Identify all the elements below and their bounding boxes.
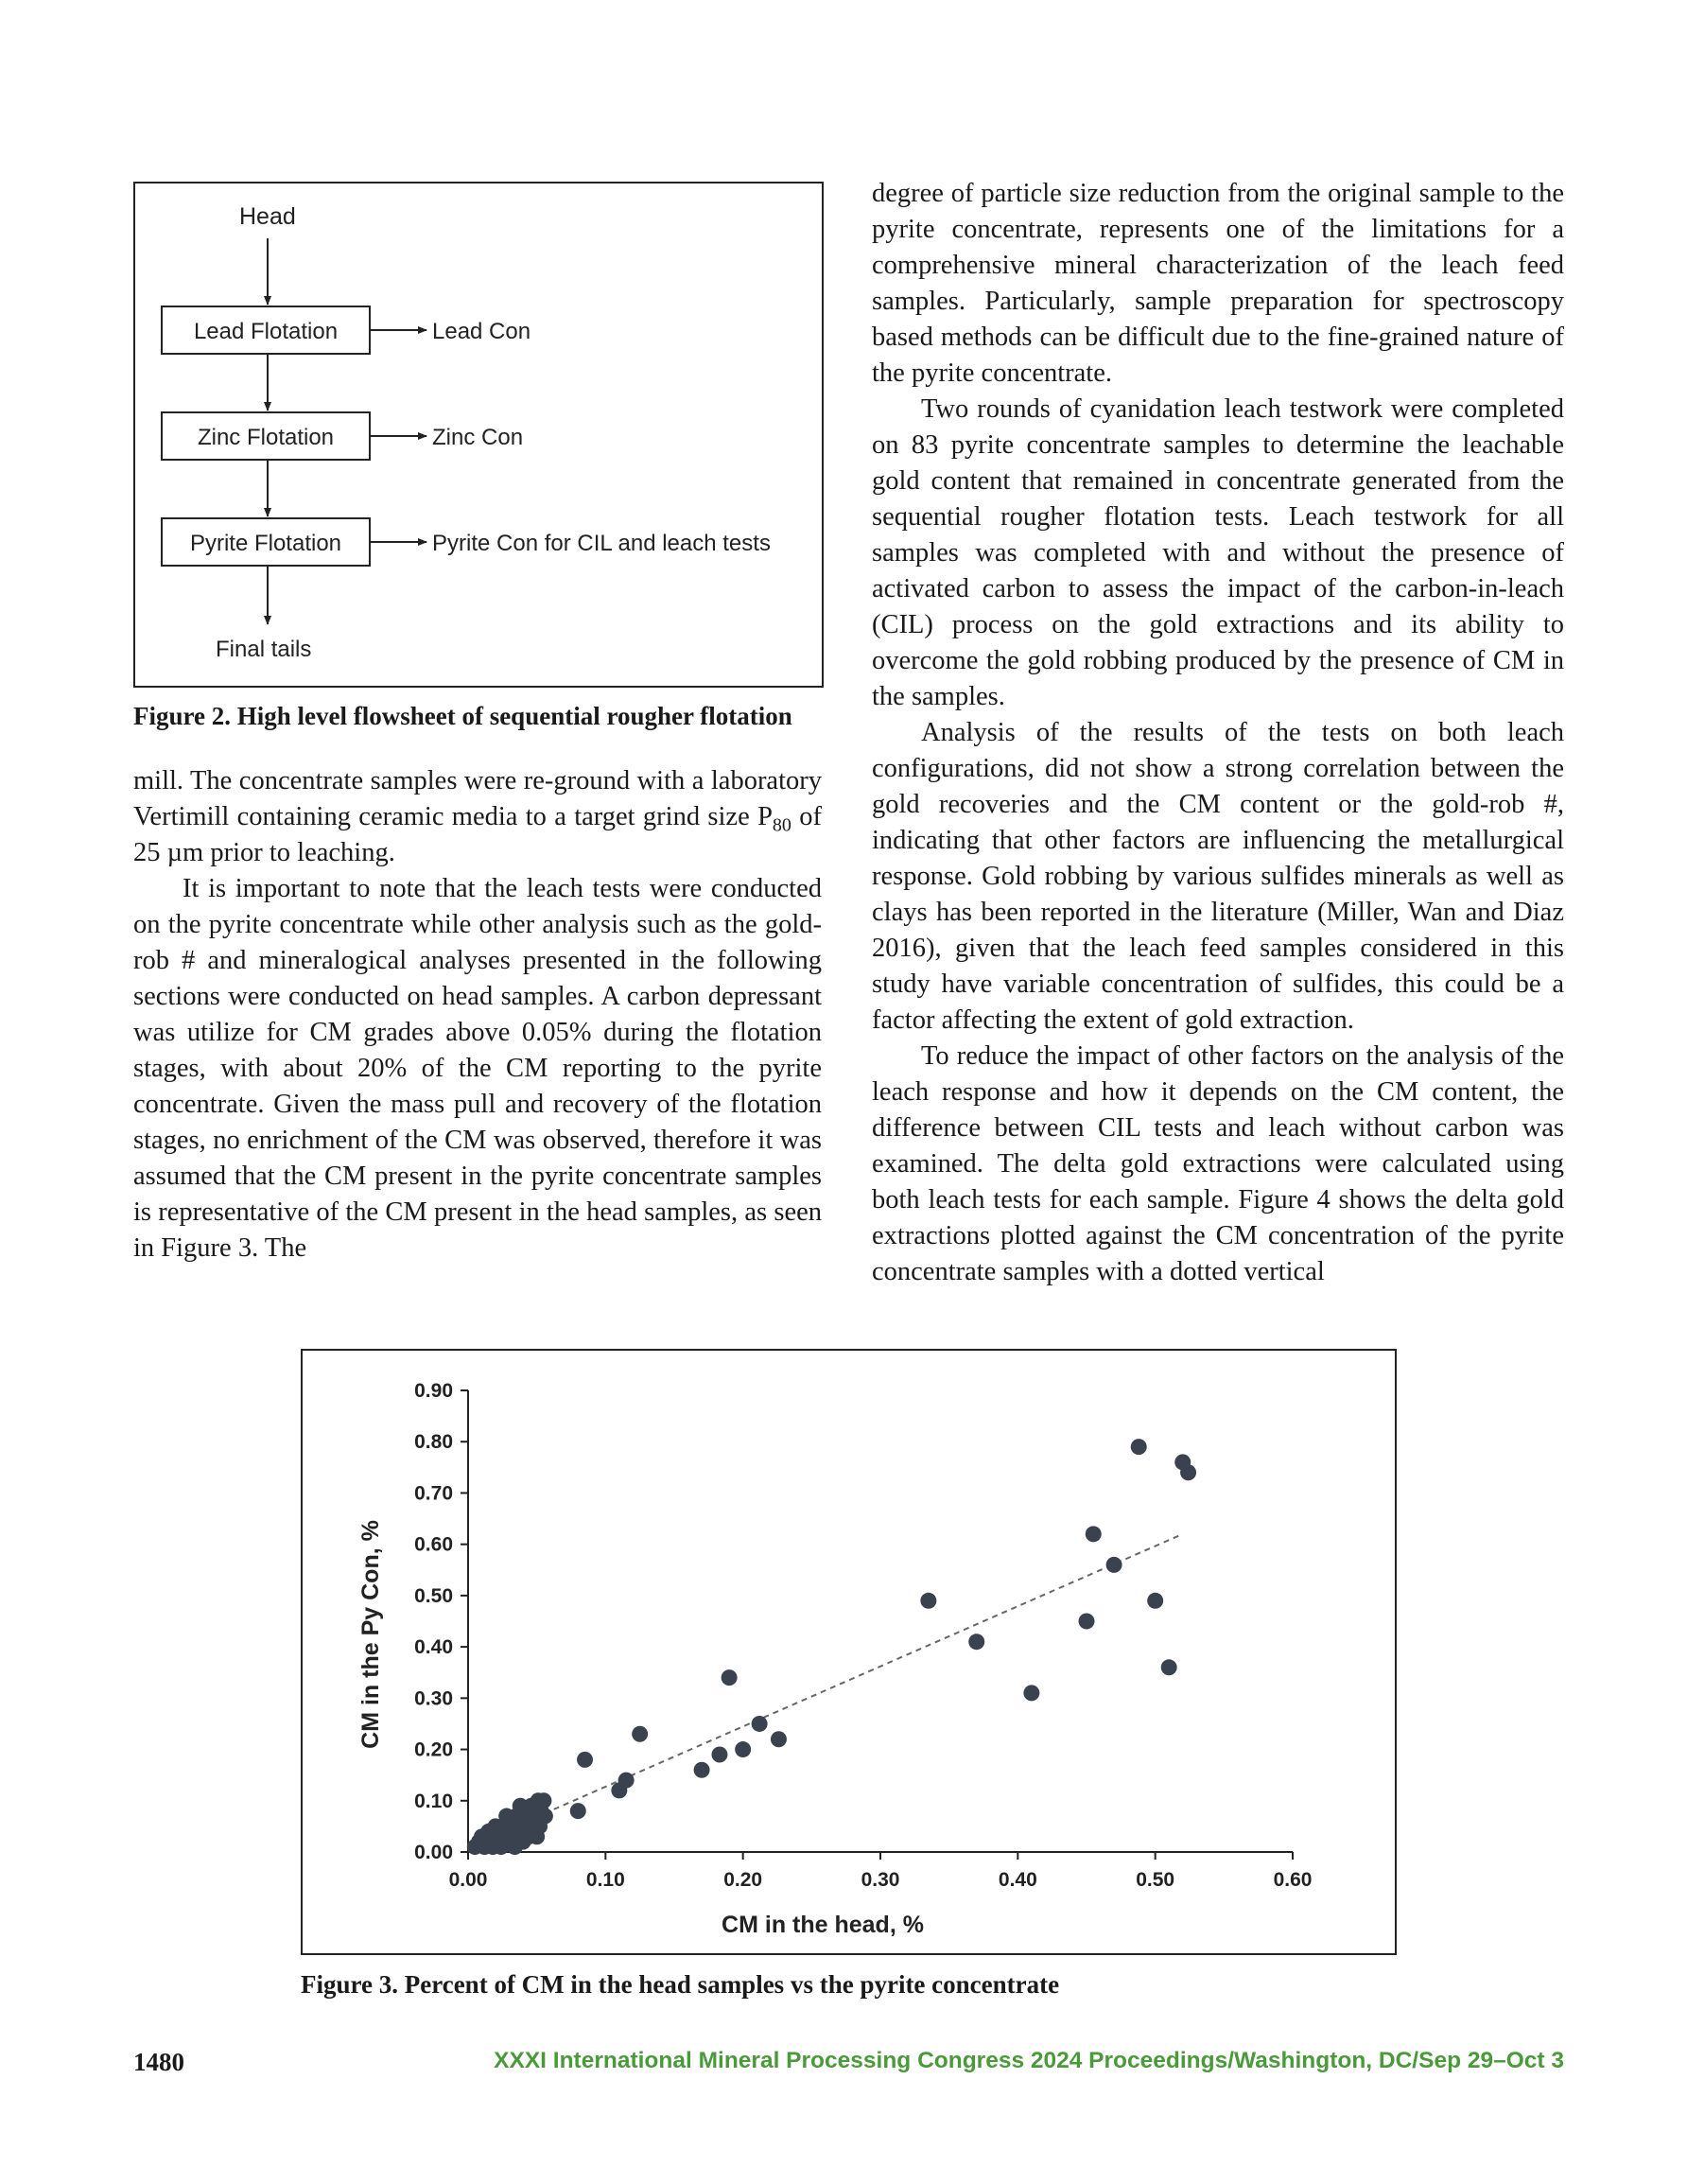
y-tick-label: 0.70 bbox=[414, 1482, 453, 1505]
y-tick-label: 0.10 bbox=[414, 1790, 453, 1812]
flowsheet-diagram bbox=[135, 183, 822, 686]
data-point bbox=[570, 1803, 586, 1819]
zinc-con-label: Zinc Con bbox=[432, 425, 524, 450]
left-paragraph-2: It is important to note that the leach tests were conducted on the pyrite concentrate while other analysis such as the gold-rob # and mineralogical analyses presented in the following sections were conducted on head samples. A carbon depressant was utilize for CM grades above 0.05% during the flotation stages, with about 20% of the CM reporting to the pyrite concentrate. Given the mass pull and recovery of the flotation stages, no enrichment of the CM was observed, therefore it was assumed that the CM present in the pyrite concentrate samples is representative of the CM present in the head samples, as seen in Figure 3. The bbox=[133, 874, 822, 1263]
figure-3-chart bbox=[301, 1349, 1397, 1955]
data-point bbox=[513, 1798, 529, 1814]
running-footer: XXXI International Mineral Processing Congress 2024 Proceedings/Washington, DC/Sep 29–Oct 3 bbox=[494, 2048, 1564, 2073]
data-point bbox=[735, 1741, 751, 1757]
figure-2-caption: Figure 2. High level flowsheet of sequential rougher flotation bbox=[133, 702, 792, 730]
y-tick-label: 0.20 bbox=[414, 1738, 453, 1761]
right-column-text bbox=[872, 176, 1564, 1290]
y-tick-label: 0.50 bbox=[414, 1584, 453, 1607]
data-point bbox=[1023, 1685, 1039, 1701]
figure-3-caption: Figure 3. Percent of CM in the head samples vs the pyrite concentrate bbox=[301, 1970, 1060, 1999]
x-tick-label: 0.20 bbox=[723, 1869, 763, 1891]
y-tick-label: 0.30 bbox=[414, 1687, 453, 1710]
right-paragraph-2: Two rounds of cyanidation leach testwork were completed on 83 pyrite concentrate samples to determine the leachable gold content that remained in concentrate generated from the sequential rougher flotation tests. Leach testwork for all samples was completed with and without the presence of activated carbon to assess the impact of the carbon-in-leach (CIL) process on the gold extractions and its ability to overcome the gold robbing produced by the presence of CM in the samples. bbox=[872, 394, 1564, 711]
data-point bbox=[968, 1634, 984, 1650]
data-point bbox=[632, 1726, 648, 1742]
y-tick-label: 0.80 bbox=[414, 1431, 453, 1454]
data-point bbox=[498, 1808, 514, 1825]
scatter-plot bbox=[303, 1351, 1395, 1953]
data-point bbox=[577, 1752, 593, 1768]
data-point bbox=[1086, 1526, 1102, 1542]
left-paragraph-1: mill. The concentrate samples were re-ground with a laboratory Vertimill containing ceramic media to a target grind size $P_{80}$ of 25 µm prior to leaching. bbox=[133, 766, 822, 867]
right-paragraph-1: degree of particle size reduction from the original sample to the pyrite concentrate, represents one of the limitations for a comprehensive mineral characterization of the leach feed samples. Particularly, sample preparation for spectroscopy based methods can be difficult due to the fine-grained nature of the pyrite concentrate. bbox=[872, 179, 1564, 388]
y-tick-label: 0.00 bbox=[414, 1842, 453, 1863]
flowsheet-head-label: Head bbox=[239, 203, 296, 230]
lead-flotation-label: Lead Flotation bbox=[193, 319, 339, 344]
data-point bbox=[711, 1746, 727, 1762]
x-tick-label: 0.10 bbox=[585, 1869, 625, 1891]
x-tick-label: 0.60 bbox=[1273, 1869, 1313, 1891]
data-point bbox=[722, 1669, 738, 1686]
data-point bbox=[771, 1731, 787, 1747]
x-tick-label: 0.00 bbox=[448, 1869, 488, 1891]
y-tick-label: 0.40 bbox=[414, 1636, 453, 1659]
left-column-text bbox=[133, 763, 822, 1267]
data-point bbox=[920, 1593, 936, 1609]
data-point bbox=[752, 1716, 768, 1732]
right-paragraph-4: To reduce the impact of other factors on the analysis of the leach response and how it depends on the CM content, the difference between CIL tests and leach without carbon was examined. The delta gold extractions were calculated using both leach tests for each sample. Figure 4 shows the delta gold extractions plotted against the CM concentration of the pyrite concentrate samples with a dotted vertical bbox=[872, 1041, 1564, 1286]
pyrite-flotation-label: Pyrite Flotation bbox=[189, 531, 342, 556]
data-point bbox=[537, 1808, 553, 1825]
x-tick-label: 0.40 bbox=[998, 1869, 1037, 1891]
y-tick-label: 0.60 bbox=[414, 1533, 453, 1556]
pyrite-con-label: Pyrite Con for CIL and leach tests bbox=[432, 531, 771, 556]
x-tick-label: 0.50 bbox=[1136, 1869, 1175, 1891]
y-axis-title: CM in the Py Con, % bbox=[357, 1520, 384, 1749]
y-tick-label: 0.90 bbox=[414, 1380, 453, 1402]
data-point bbox=[535, 1792, 551, 1808]
data-point bbox=[480, 1824, 496, 1840]
data-point bbox=[1079, 1614, 1095, 1630]
lead-con-label: Lead Con bbox=[432, 319, 531, 344]
final-tails-label: Final tails bbox=[216, 637, 312, 662]
data-point bbox=[1147, 1593, 1163, 1609]
x-axis-title: CM in the head, % bbox=[722, 1912, 924, 1938]
data-point bbox=[1180, 1464, 1196, 1480]
zinc-flotation-label: Zinc Flotation bbox=[197, 425, 335, 450]
data-point bbox=[1106, 1557, 1122, 1573]
data-point bbox=[618, 1773, 635, 1789]
figure-2-flowsheet bbox=[133, 182, 824, 688]
trendline bbox=[468, 1534, 1183, 1847]
x-tick-label: 0.30 bbox=[861, 1869, 900, 1891]
data-point bbox=[1131, 1439, 1147, 1455]
data-point bbox=[1161, 1659, 1177, 1675]
page-number: 1480 bbox=[133, 2048, 184, 2076]
data-point bbox=[694, 1762, 710, 1778]
right-paragraph-3: Analysis of the results of the tests on both leach configurations, did not show a strong correlation between the gold recoveries and the CM content or the gold-rob #, indicating that other factors are influencing the metallurgical response. Gold robbing by various sulfides minerals as well as clays has been reported in the literature (Miller, Wan and Diaz 2016), given that the leach feed samples considered in this study have variable concentration of sulfides, this could be a factor affecting the extent of gold extraction. bbox=[872, 718, 1564, 1035]
